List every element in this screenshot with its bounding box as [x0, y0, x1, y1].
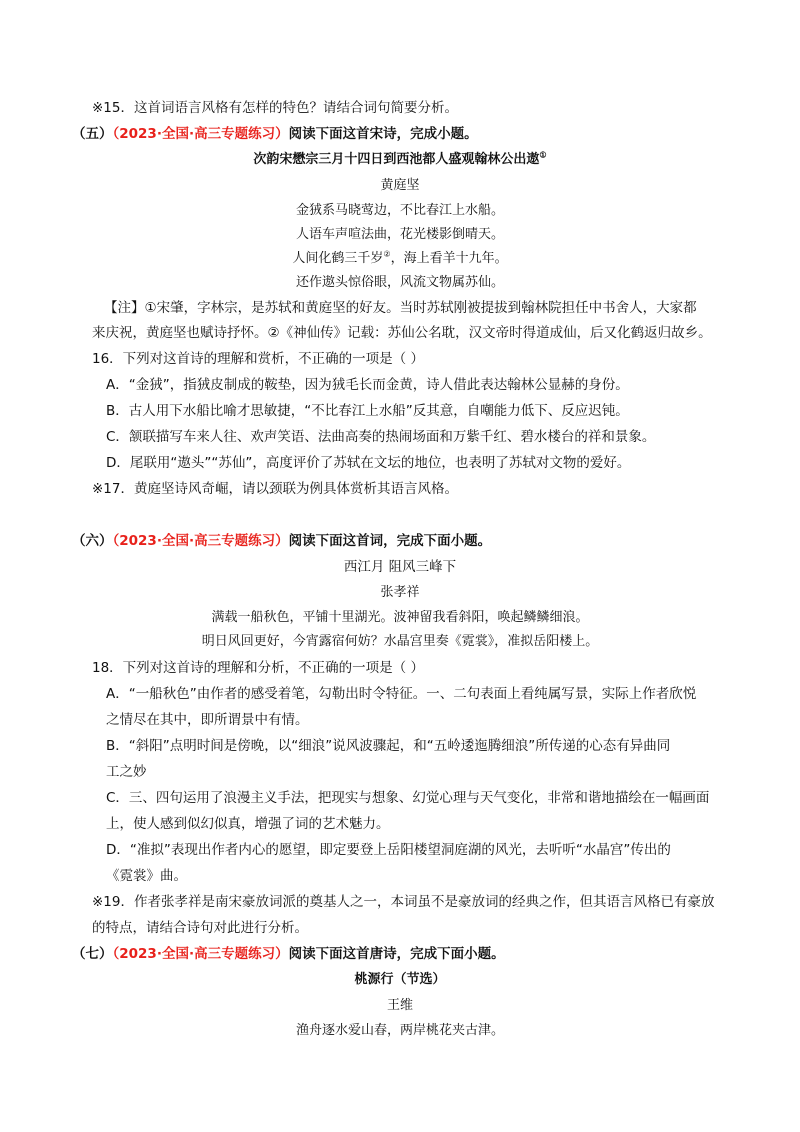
option-b: B．“斜阳”点明时间是傍晚，以“细浪”说风波骤起，和“五岭逶迤腾细浪”所传递的心态有异曲同	[106, 738, 671, 754]
poem-line: 渔舟逐水爱山春，两岸桃花夹古津。	[295, 1023, 504, 1038]
option-a: A．“金狨”，指狨皮制成的鞍垫，因为狨毛长而金黄，诗人借此表达翰林公显赫的身份。	[106, 377, 629, 393]
option-d-cont: 《霓裳》曲。	[106, 868, 187, 884]
poem-line: 满载一船秋色，平铺十里湖光。波神留我看斜阳，唤起鳞鳞细浪。	[211, 610, 589, 625]
poem-author: 黄庭坚	[380, 178, 420, 193]
question-18: 18．下列对这首诗的理解和分析，不正确的一项是（ ）	[92, 660, 424, 676]
section-number: （七）	[72, 946, 113, 962]
option-b: B．古人用下水船比喻才思敏捷，“不比春江上水船”反其意，自嘲能力低下、反应迟钝。	[106, 403, 629, 419]
option-a: A．“一船秋色”由作者的感受着笔，勾勒出时令特征。一、二句表面上看纯属写景，实际上作者欣悦	[106, 686, 697, 702]
option-d: D．尾联用“遨头”“苏仙”，高度评价了苏轼在文坛的地位，也表明了苏轼对文物的爱好。	[106, 455, 631, 471]
source-tag: （2023·全国·高三专题练习）	[112, 533, 289, 549]
annotation-note: 【注】①宋肇，字林宗，是苏轼和黄庭坚的好友。当时苏轼刚被提拔到翰林院担任中书舍人，大家都	[104, 300, 697, 316]
option-c-cont: 上，使人感到似幻似真，增强了词的艺术魅力。	[106, 816, 390, 832]
question-19: ※19．作者张孝祥是南宋豪放词派的奠基人之一，本词虽不是豪放词的经典之作，但其语言风格已有豪放	[92, 894, 715, 910]
question-19-cont: 的特点，请结合诗句对此进行分析。	[92, 920, 308, 936]
poem-title: 桃源行（节选）	[354, 972, 446, 987]
source-tag: （2023·全国·高三专题练习）	[112, 126, 289, 142]
section-7-heading	[72, 944, 505, 964]
poem-line: 人语车声喧法曲，花光楼影倒晴天。	[295, 227, 504, 242]
section-5-heading	[72, 124, 478, 144]
option-c: C．颔联描写车来人往、欢声笑语、法曲高奏的热闹场面和万紫千红、碧水楼台的祥和景象。	[106, 429, 656, 445]
poem-line: 金狨系马晓莺边，不比春江上水船。	[295, 203, 504, 218]
poem-author: 王维	[386, 998, 413, 1013]
option-a-cont: 之情尽在其中，即所谓景中有情。	[106, 712, 309, 728]
poem-line: 还作遨头惊俗眼，风流文物属苏仙。	[295, 275, 504, 290]
poem-line: 明日风回更好，今宵露宿何妨？水晶宫里奏《霓裳》，准拟岳阳楼上。	[201, 634, 599, 649]
question-17: ※17．黄庭坚诗风奇崛，请以颈联为例具体赏析其语言风格。	[92, 481, 458, 497]
section-number: （五）	[72, 126, 113, 142]
question-16: 16．下列对这首诗的理解和赏析，不正确的一项是（ ）	[92, 351, 424, 367]
question-15: ※15．这首词语言风格有怎样的特色？请结合词句简要分析。	[92, 100, 458, 116]
annotation-note: 来庆祝，黄庭坚也赋诗抒怀。②《神仙传》记载：苏仙公名耽，汉文帝时得道成仙，后又化鹤返归故乡。	[92, 325, 712, 341]
option-b-cont: 工之妙	[106, 764, 147, 780]
poem-title: 次韵宋懋宗三月十四日到西池都人盛观翰林公出遨①	[253, 149, 547, 167]
source-tag: （2023·全国·高三专题练习）	[112, 946, 289, 962]
section-instruction: 阅读下面这首词，完成下面小题。	[288, 533, 492, 549]
poem-line: 人间化鹤三千岁②，海上看羊十九年。	[292, 249, 508, 266]
option-d: D．“准拟”表现出作者内心的愿望，即定要登上岳阳楼望洞庭湖的风光，去听听“水晶宫”传出的	[106, 842, 671, 858]
poem-title: 西江月 阻风三峰下	[343, 559, 457, 575]
footnote-marker: ②	[383, 249, 391, 259]
section-6-heading	[72, 531, 491, 551]
option-c: C．三、四句运用了浪漫主义手法，把现实与想象、幻觉心理与天气变化，非常和谐地描绘在一幅画面	[106, 790, 710, 806]
poem-author: 张孝祥	[380, 585, 420, 600]
footnote-marker: ①	[539, 149, 547, 160]
section-instruction: 阅读下面这首宋诗，完成小题。	[288, 126, 478, 142]
section-number: （六）	[72, 533, 113, 549]
section-instruction: 阅读下面这首唐诗，完成下面小题。	[288, 946, 505, 962]
